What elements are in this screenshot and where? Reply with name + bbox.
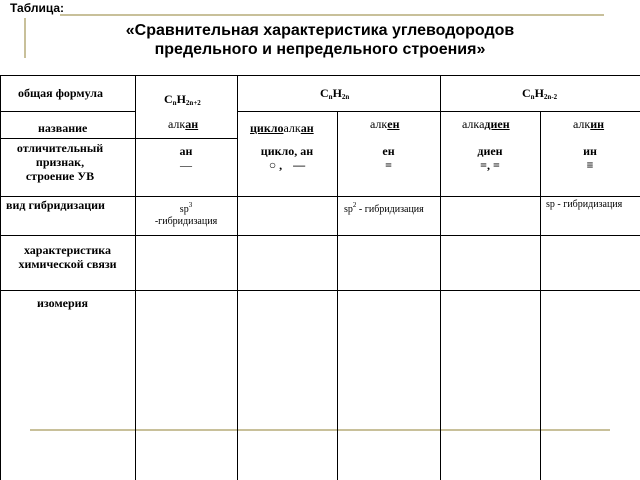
name-alkyne: алкин bbox=[573, 117, 605, 131]
row-header-hybridization: вид гибридизации bbox=[6, 198, 105, 212]
name-alkene: алкен bbox=[370, 117, 400, 131]
formula-alkenes: $C_nH_{2n}$ bbox=[320, 86, 350, 101]
row-header-isomerism: изомерия bbox=[37, 296, 89, 310]
row-header-formula: общая формула bbox=[18, 86, 104, 100]
decorative-top-line bbox=[60, 14, 604, 16]
row-line bbox=[0, 138, 237, 139]
feature-alkane bbox=[135, 144, 237, 172]
hybrid-alkyne: sp - гибридизация bbox=[546, 199, 623, 210]
feature-alkene bbox=[337, 144, 440, 172]
title-line-1: «Сравнительная характеристика углеводородов bbox=[125, 22, 515, 39]
single-bond-symbol: — bbox=[180, 158, 192, 172]
double-bond-symbol: = bbox=[385, 158, 392, 172]
hybrid-alkane: $sp^3$ -гибридизация bbox=[135, 199, 237, 228]
feature-diene-text: диен bbox=[477, 144, 503, 158]
feature-line-3: строение УВ bbox=[25, 169, 95, 183]
title-line-2: предельного и непредельного строения» bbox=[154, 41, 486, 58]
formula-alkanes: $C_nH_{2n+2}$ bbox=[164, 92, 201, 107]
row-line bbox=[0, 111, 135, 112]
single-bond-symbol: — bbox=[293, 158, 306, 172]
double-bonds-symbol: =, = bbox=[480, 158, 500, 172]
bond-line-2: химической связи bbox=[18, 257, 117, 271]
feature-alkadiene bbox=[440, 144, 540, 172]
row-line bbox=[0, 196, 640, 197]
feature-alkene-text: ен bbox=[382, 144, 395, 158]
hybrid-alkane-rest: -гибридизация bbox=[154, 216, 218, 227]
col-line bbox=[237, 75, 238, 480]
feature-line-2: признак, bbox=[35, 155, 85, 169]
feature-alkane-text: ан bbox=[179, 144, 193, 158]
ring-icon: ○ , bbox=[268, 158, 283, 172]
name-alkadiene: алкадиен bbox=[462, 117, 510, 131]
feature-cycloalkane bbox=[237, 144, 337, 172]
row-header-bond bbox=[0, 243, 135, 271]
name-alkane: алкан bbox=[168, 117, 199, 131]
name-cycloalkane: циклоалкан bbox=[250, 121, 314, 135]
feature-line-1: отличительный bbox=[16, 141, 104, 155]
feature-cyclo-text: цикло, ан bbox=[260, 144, 314, 158]
table-label: Таблица: bbox=[10, 1, 65, 15]
row-header-feature bbox=[0, 141, 120, 183]
feature-alkyne bbox=[540, 144, 640, 172]
hybrid-alkene: $sp^2$ - гибридизация bbox=[344, 201, 424, 215]
decorative-bottom-line bbox=[30, 429, 610, 431]
row-header-name: название bbox=[38, 121, 88, 135]
bond-line-1: характеристика bbox=[23, 243, 112, 257]
row-line bbox=[0, 290, 640, 291]
table-top-border bbox=[0, 75, 640, 76]
page-title bbox=[0, 21, 640, 59]
feature-cyclo-symbols bbox=[237, 158, 337, 172]
col-line bbox=[440, 75, 441, 480]
row-line bbox=[0, 235, 640, 236]
col-line bbox=[135, 75, 136, 480]
feature-alkyne-text: ин bbox=[583, 144, 597, 158]
row-line bbox=[237, 111, 640, 112]
formula-alkynes: $C_nH_{2n-2}$ bbox=[522, 86, 558, 101]
triple-bond-symbol: ≡ bbox=[586, 158, 594, 172]
table-left-border bbox=[0, 75, 1, 480]
